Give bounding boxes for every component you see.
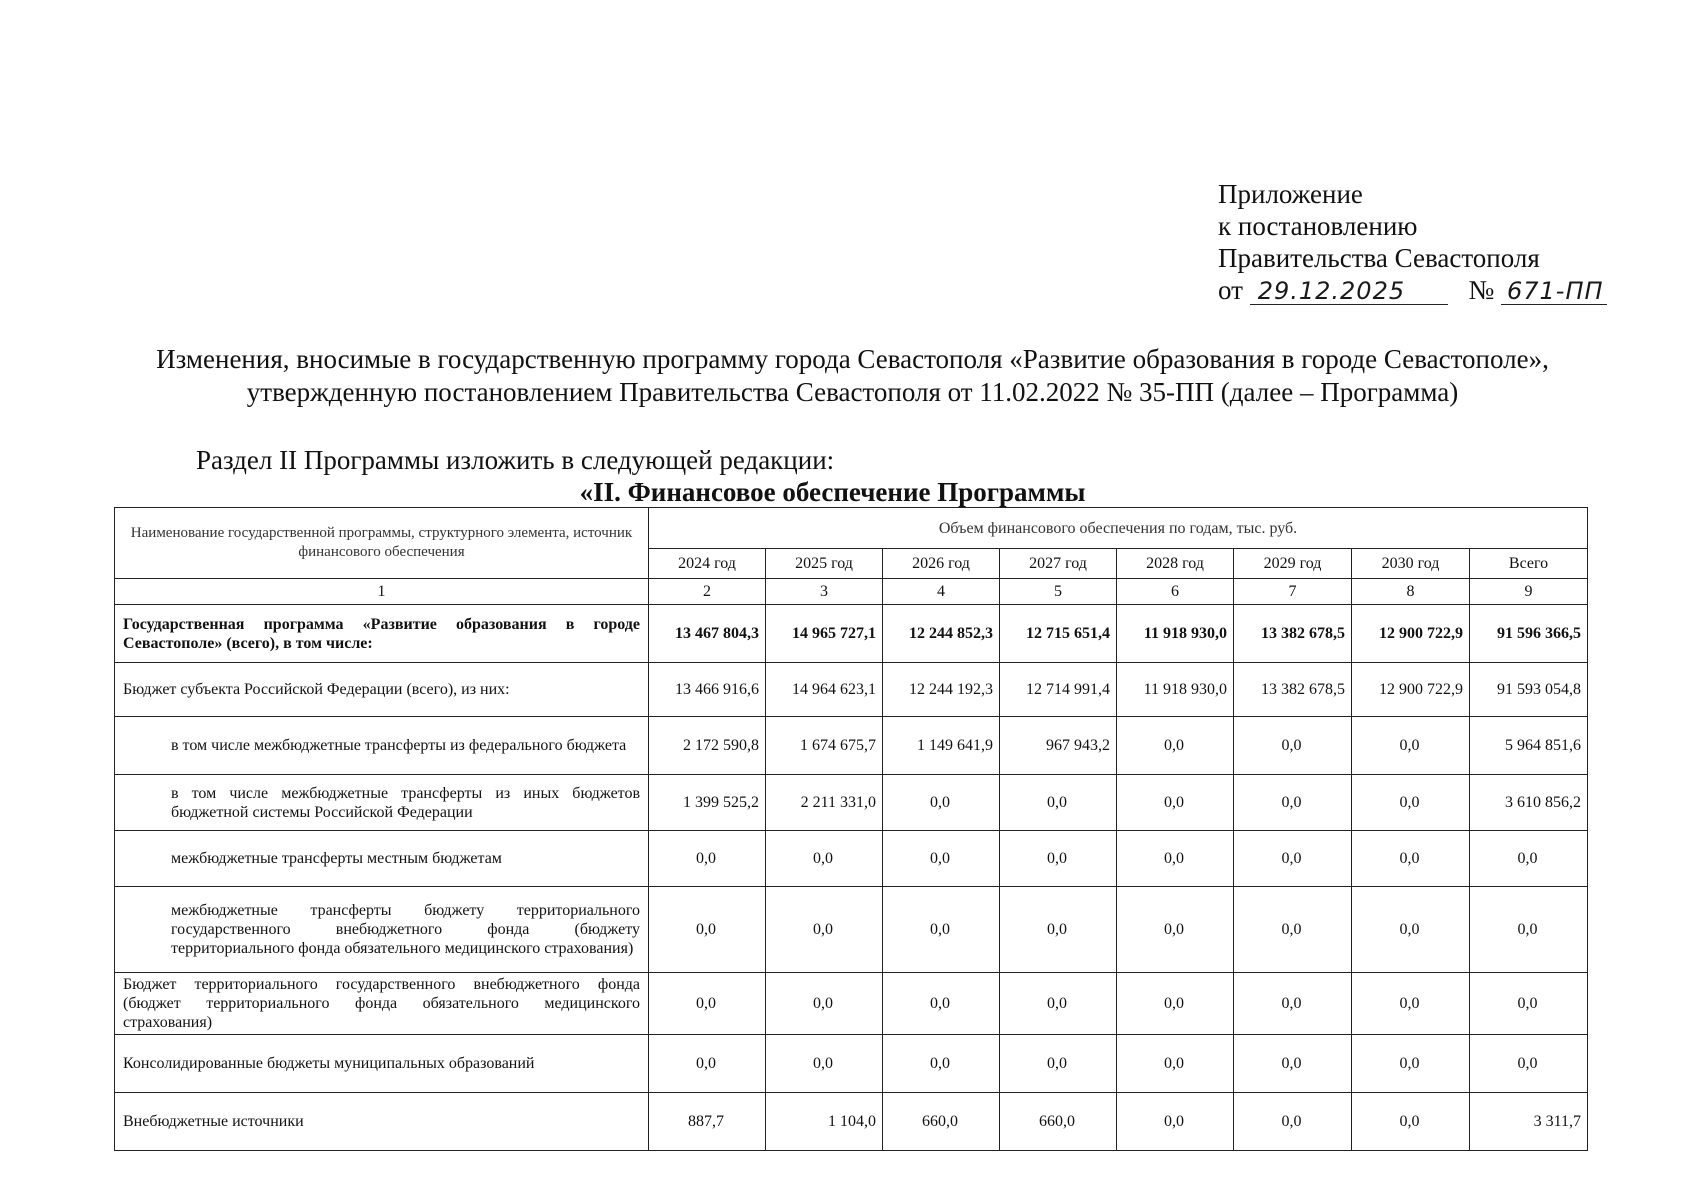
- row-value: 0,0: [1234, 887, 1352, 973]
- row-value: 0,0: [1352, 887, 1470, 973]
- row-value: 14 964 623,1: [766, 663, 883, 717]
- row-value: 1 104,0: [766, 1093, 883, 1151]
- row-value: 12 900 722,9: [1352, 605, 1470, 663]
- row-value: 0,0: [1000, 1035, 1117, 1093]
- column-number: 2: [649, 579, 766, 605]
- row-value: 1 149 641,9: [883, 717, 1000, 775]
- row-value: 0,0: [1234, 775, 1352, 831]
- table-body: [115, 605, 1588, 1151]
- row-value: 91 593 054,8: [1470, 663, 1588, 717]
- row-value: 2 172 590,8: [649, 717, 766, 775]
- document-heading: Изменения, вносимые в государственную программу города Севастополя «Развитие образования в городе Севастополе», утвержденную постановлением Правительства Севастополя от 11.02.2022 № 35-ПП (далее – Программа): [156, 344, 1549, 407]
- row-value: 13 466 916,6: [649, 663, 766, 717]
- appendix-title: Приложение: [1218, 179, 1363, 209]
- year-header: 2026 год: [883, 549, 1000, 579]
- row-name: Бюджет территориального государственного внебюджетного фонда (бюджет территориального фонда обязательного медицинского страхования): [115, 973, 649, 1035]
- row-value: 0,0: [1234, 831, 1352, 887]
- table-row: [115, 605, 1588, 663]
- handwritten-date: 29.12.2025: [1250, 278, 1448, 305]
- appendix-date-line: [1218, 274, 1607, 306]
- row-value: 0,0: [649, 1035, 766, 1093]
- year-header: 2028 год: [1117, 549, 1234, 579]
- row-value: 0,0: [649, 887, 766, 973]
- row-value: 0,0: [883, 973, 1000, 1035]
- table-row: [115, 1093, 1588, 1151]
- row-value: 14 965 727,1: [766, 605, 883, 663]
- row-value: 12 900 722,9: [1352, 663, 1470, 717]
- row-value: 0,0: [1470, 1035, 1588, 1093]
- appendix-block: [1218, 178, 1607, 306]
- row-value: 887,7: [649, 1093, 766, 1151]
- row-name: межбюджетные трансферты местным бюджетам: [115, 831, 649, 887]
- row-name: Бюджет субъекта Российской Федерации (всего), из них:: [115, 663, 649, 717]
- row-value: 0,0: [1000, 831, 1117, 887]
- row-value: 660,0: [883, 1093, 1000, 1151]
- table-row: [115, 887, 1588, 973]
- row-value: 0,0: [1234, 1035, 1352, 1093]
- section-title: [0, 477, 1705, 507]
- column-number: 6: [1117, 579, 1234, 605]
- row-value: 0,0: [1352, 717, 1470, 775]
- row-value: 0,0: [766, 1035, 883, 1093]
- row-value: 2 211 331,0: [766, 775, 883, 831]
- table-row: [115, 1035, 1588, 1093]
- section-title-text: «II. Финансовое обеспечение Программы: [579, 477, 1086, 507]
- row-value: 12 715 651,4: [1000, 605, 1117, 663]
- row-value: 0,0: [649, 831, 766, 887]
- row-value: 0,0: [1234, 1093, 1352, 1151]
- column-number: 8: [1352, 579, 1470, 605]
- row-value: 13 382 678,5: [1234, 663, 1352, 717]
- row-value: 3 311,7: [1470, 1093, 1588, 1151]
- row-value: 1 399 525,2: [649, 775, 766, 831]
- row-value: 0,0: [1234, 717, 1352, 775]
- row-value: 0,0: [766, 973, 883, 1035]
- row-value: 0,0: [883, 887, 1000, 973]
- row-name: Внебюджетные источники: [115, 1093, 649, 1151]
- row-value: 0,0: [1352, 775, 1470, 831]
- row-value: 0,0: [1117, 1093, 1234, 1151]
- row-value: 11 918 930,0: [1117, 663, 1234, 717]
- column-number: 7: [1234, 579, 1352, 605]
- year-header: 2025 год: [766, 549, 883, 579]
- row-value: 0,0: [1352, 1035, 1470, 1093]
- row-name: Консолидированные бюджеты муниципальных образований: [115, 1035, 649, 1093]
- row-value: 12 244 852,3: [883, 605, 1000, 663]
- row-value: 0,0: [1000, 775, 1117, 831]
- header-row-volume: [115, 508, 1588, 549]
- row-value: 0,0: [1117, 887, 1234, 973]
- row-value: 0,0: [1117, 831, 1234, 887]
- year-header: Всего: [1470, 549, 1588, 579]
- row-value: 0,0: [1000, 887, 1117, 973]
- row-name: межбюджетные трансферты бюджету территориального государственного внебюджетного фонда (бюджету территориального фонда обязательного медицинского страхования): [115, 887, 649, 973]
- row-value: 0,0: [1470, 831, 1588, 887]
- appendix-authority: Правительства Севастополя: [1218, 243, 1540, 273]
- row-name: в том числе межбюджетные трансферты из иных бюджетов бюджетной системы Российской Федерации: [115, 775, 649, 831]
- row-value: 0,0: [1117, 973, 1234, 1035]
- row-value: 0,0: [1352, 831, 1470, 887]
- from-label: от: [1218, 275, 1243, 305]
- row-value: 0,0: [1470, 973, 1588, 1035]
- year-header: 2030 год: [1352, 549, 1470, 579]
- row-value: 3 610 856,2: [1470, 775, 1588, 831]
- row-value: 1 674 675,7: [766, 717, 883, 775]
- table-row: [115, 831, 1588, 887]
- row-value: 0,0: [883, 831, 1000, 887]
- row-value: 0,0: [1000, 973, 1117, 1035]
- year-header: 2027 год: [1000, 549, 1117, 579]
- row-value: 0,0: [1117, 717, 1234, 775]
- year-header: 2029 год: [1234, 549, 1352, 579]
- row-value: 0,0: [883, 1035, 1000, 1093]
- row-value: 0,0: [1234, 973, 1352, 1035]
- financing-table: [114, 507, 1588, 1151]
- table-row: [115, 663, 1588, 717]
- row-value: 0,0: [1470, 887, 1588, 973]
- row-value: 5 964 851,6: [1470, 717, 1588, 775]
- row-value: 13 382 678,5: [1234, 605, 1352, 663]
- row-name: в том числе межбюджетные трансферты из федерального бюджета: [115, 717, 649, 775]
- column-number: 9: [1470, 579, 1588, 605]
- column-number: 4: [883, 579, 1000, 605]
- column-header-name: Наименование государственной программы, структурного элемента, источник финансового обеспечения: [115, 508, 649, 579]
- column-number: 3: [766, 579, 883, 605]
- table-row: [115, 717, 1588, 775]
- row-value: 0,0: [649, 973, 766, 1035]
- column-number: 1: [115, 579, 649, 605]
- number-label: №: [1468, 275, 1495, 305]
- table-row: [115, 973, 1588, 1035]
- row-value: 13 467 804,3: [649, 605, 766, 663]
- appendix-subtitle: к постановлению: [1218, 211, 1418, 241]
- instruction-text: Раздел II Программы изложить в следующей редакции:: [196, 445, 835, 475]
- row-value: 12 244 192,3: [883, 663, 1000, 717]
- table-row: [115, 775, 1588, 831]
- row-value: 91 596 366,5: [1470, 605, 1588, 663]
- row-value: 660,0: [1000, 1093, 1117, 1151]
- handwritten-number: 671-ПП: [1501, 278, 1607, 305]
- column-number: 5: [1000, 579, 1117, 605]
- row-value: 0,0: [883, 775, 1000, 831]
- row-value: 11 918 930,0: [1117, 605, 1234, 663]
- row-value: 0,0: [1117, 1035, 1234, 1093]
- year-header: 2024 год: [649, 549, 766, 579]
- row-value: 0,0: [766, 887, 883, 973]
- row-value: 967 943,2: [1000, 717, 1117, 775]
- row-value: 0,0: [1117, 775, 1234, 831]
- row-name: Государственная программа «Развитие образования в городе Севастополе» (всего), в том числе:: [115, 605, 649, 663]
- header-row-column-numbers: [115, 579, 1588, 605]
- row-value: 0,0: [1352, 1093, 1470, 1151]
- column-header-volume: Объем финансового обеспечения по годам, тыс. руб.: [649, 508, 1588, 549]
- row-value: 12 714 991,4: [1000, 663, 1117, 717]
- row-value: 0,0: [1352, 973, 1470, 1035]
- row-value: 0,0: [766, 831, 883, 887]
